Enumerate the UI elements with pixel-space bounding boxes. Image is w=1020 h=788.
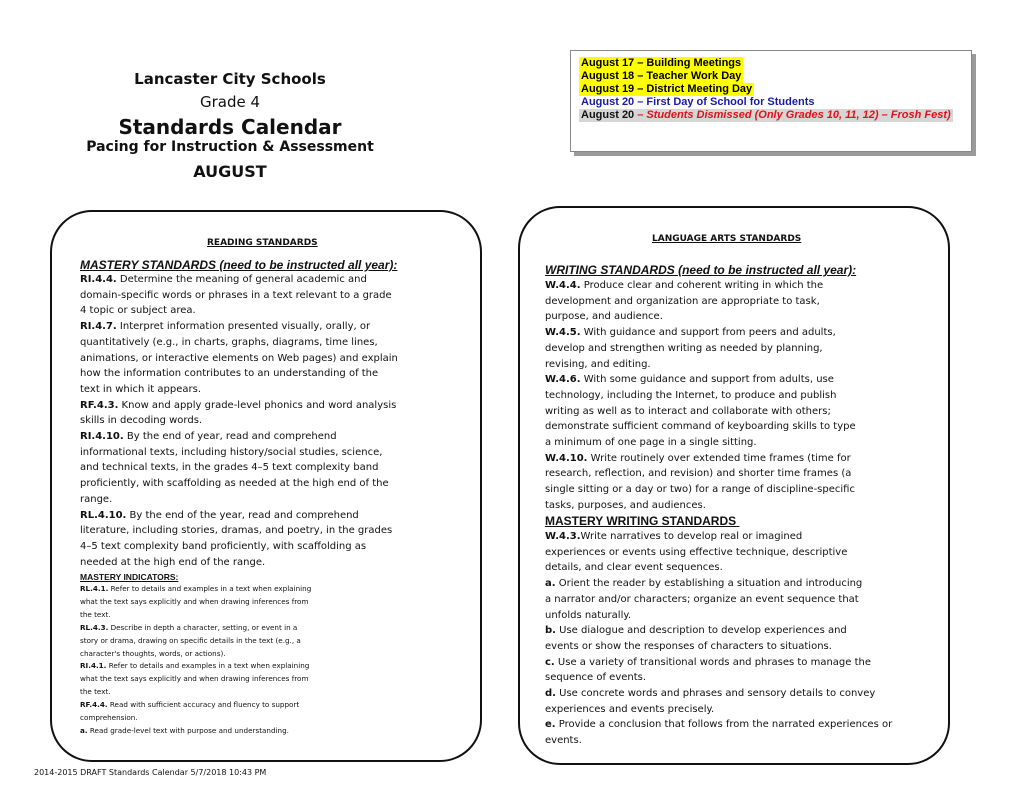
- date-line: August 17 – Building Meetings: [581, 57, 742, 69]
- reading-title: READING STANDARDS: [207, 238, 318, 248]
- school-name: Lancaster City Schools: [134, 70, 326, 88]
- writing-standards-list: W.4.4. Produce clear and coherent writing in which the development and organization are appropriate to task, purpose, and audience. W.4.5. With guidance and support from peers and adults, develop and strengthen writing as needed by planning, revising, and editing. W.4.6. With some guidance and support from adults, use technology, including the Internet, to produce and publish writing as well as to interact and collaborate with others; demonstrate sufficient command of keyboarding skills to type a minimum of one page in a single sitting. W.4.10. Write routinely over extended time frames (time for research, reflection, and revision) and shorter time frames (a single sitting or a day or two) for a range of discipline-specific tasks, purposes, and audiences.: [545, 280, 856, 511]
- mastery-indicators-list: RL.4.1. Refer to details and examples in a text when explaining what the text says explicitly and when drawing inferences from the text. RL.4.3. Describe in depth a character, setting, or event in a story or drama, drawing on specific details in the text (e.g., a character's thoughts, words, or actions). RI.4.1. Refer to details and examples in a text when explaining what the text says explicitly and when drawing inferences from the text. RF.4.4. Read with sufficient accuracy and fluency to support comprehension. a. Read grade-level text with purpose and understanding.: [80, 584, 312, 735]
- date-line: August 20 – First Day of School for Students: [581, 96, 815, 108]
- footer-note: 2014-2015 DRAFT Standards Calendar 5/7/2018 10:43 PM: [34, 768, 267, 777]
- page-title: Standards Calendar: [118, 115, 342, 139]
- date-line: August 18 – Teacher Work Day: [581, 70, 742, 82]
- writing-standards-heading: WRITING STANDARDS (need to be instructed all year):: [545, 263, 857, 277]
- mastery-writing-heading: MASTERY WRITING STANDARDS: [545, 514, 740, 528]
- mastery-writing-list: W.4.3.Write narratives to develop real or imagined experiences or events using effective technique, descriptive details, and clear event sequences. a. Orient the reader by establishing a situation and introducing a narrator and/or characters; organize an event sequence that unfolds naturally. b. Use dialogue and description to develop experiences and events or show the responses of characters to situations. c. Use a variety of transitional words and phrases to manage the sequence of events. d. Use concrete words and phrases and sensory details to convey experiences and events precisely. e. Provide a conclusion that follows from the narrated experiences or events.: [545, 531, 893, 747]
- key-dates-box: [570, 50, 972, 152]
- pacing-subtitle: Pacing for Instruction & Assessment: [86, 139, 374, 155]
- date-line: August 19 – District Meeting Day: [581, 83, 753, 95]
- date-line: August 20 – Students Dismissed (Only Grades 10, 11, 12) – Frosh Fest): [581, 109, 951, 121]
- reading-standards-list: RI.4.4. Determine the meaning of general academic and domain-specific words or phrases in a text relevant to a grade 4 topic or subject area. RI.4.7. Interpret information presented visually, orally, or quantitatively (e.g., in charts, graphs, diagrams, time lines, animations, or interactive elements on Web pages) and explain how the information contributes to an understanding of the text in which it appears. RF.4.3. Know and apply grade-level phonics and word analysis skills in decoding words. RI.4.10. By the end of year, read and comprehend informational texts, including history/social studies, science, and technical texts, in the grades 4–5 text complexity band proficiently, with scaffolding as needed at the high end of the range. RL.4.10. By the end of the year, read and comprehend literature, including stories, dramas, and poetry, in the grades 4–5 text complexity band proficiently, with scaffolding as needed at the high end of the range.: [80, 274, 398, 568]
- month-heading: AUGUST: [193, 162, 267, 181]
- grade-label: Grade 4: [199, 93, 261, 111]
- mastery-indicators-heading: MASTERY INDICATORS:: [80, 572, 179, 582]
- language-title: LANGUAGE ARTS STANDARDS: [652, 234, 802, 244]
- mastery-standards-heading: MASTERY STANDARDS (need to be instructed all year):: [80, 258, 398, 272]
